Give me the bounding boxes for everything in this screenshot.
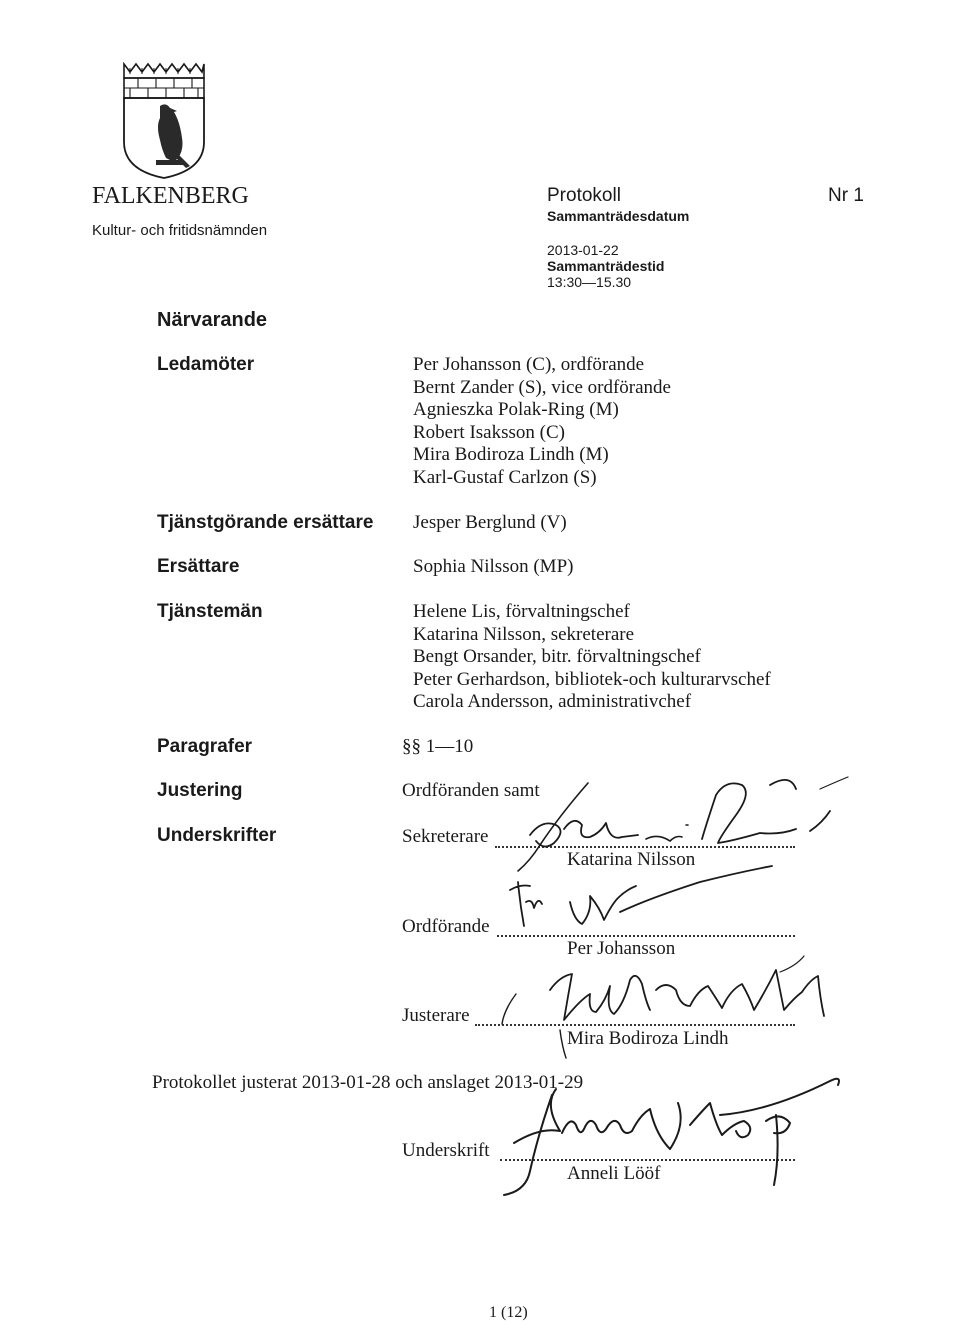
- paragraphs-value: §§ 1—10: [402, 736, 474, 757]
- list-item: Karl-Gustaf Carlzon (S): [413, 466, 597, 488]
- attendance-heading: Närvarande: [157, 309, 268, 331]
- secretary-name: Katarina Nilsson: [567, 849, 696, 870]
- committee-name: Kultur- och fritidsnämnden: [92, 222, 268, 239]
- members-label: Ledamöter: [157, 354, 255, 375]
- paragraphs-label: Paragrafer: [157, 736, 253, 757]
- adjuster-signature: [480, 950, 860, 1060]
- list-item: Jesper Berglund (V): [413, 512, 567, 533]
- officials-label: Tjänstemän: [157, 601, 263, 622]
- members-list: [413, 354, 671, 489]
- list-item: Mira Bodiroza Lindh (M): [413, 444, 609, 465]
- chair-name: Per Johansson: [567, 938, 676, 959]
- substitutes-label: Ersättare: [157, 556, 240, 577]
- serving-substitutes-label: Tjänstgörande ersättare: [157, 512, 374, 533]
- municipality-name: FALKENBERG: [92, 183, 249, 209]
- adjustment-value: Ordföranden samt: [402, 780, 540, 801]
- list-item: Helene Lis, förvaltningschef: [413, 601, 630, 622]
- list-item: Bengt Orsander, bitr. förvaltningschef: [413, 646, 701, 667]
- list-item: Carola Andersson, administrativchef: [413, 691, 692, 712]
- list-item: Bernt Zander (S), vice ordförande: [413, 376, 671, 398]
- meeting-time: 13:30—15.30: [547, 274, 632, 290]
- list-item: Peter Gerhardson, bibliotek-och kulturarvschef: [413, 668, 771, 690]
- adjustment-label: Justering: [157, 780, 243, 801]
- secretary-signature: [470, 775, 850, 875]
- signer-signature: [490, 1075, 850, 1205]
- falcon-crest-icon: [120, 62, 208, 180]
- serving-substitutes-list: [413, 512, 567, 535]
- list-item: Sophia Nilsson (MP): [413, 556, 574, 577]
- meeting-date: 2013-01-22: [547, 242, 619, 258]
- substitutes-list: [413, 556, 573, 579]
- list-item: Katarina Nilsson, sekreterare: [413, 623, 635, 645]
- meeting-date-label: Sammanträdesdatum: [547, 208, 690, 224]
- posting-statement: Protokollet justerat 2013-01-28 och anslaget 2013-01-29: [152, 1072, 584, 1093]
- meeting-time-label: Sammanträdestid: [547, 258, 665, 274]
- adjuster-role: Justerare: [402, 1005, 470, 1026]
- page-number: 1 (12): [489, 1304, 528, 1321]
- signer-role: Underskrift: [402, 1140, 490, 1161]
- doc-number: Nr 1: [828, 185, 864, 206]
- secretary-role: Sekreterare: [402, 826, 489, 847]
- chair-signature: [500, 868, 790, 948]
- signatures-label: Underskrifter: [157, 825, 277, 846]
- list-item: Per Johansson (C), ordförande: [413, 354, 645, 375]
- adjuster-name: Mira Bodiroza Lindh: [567, 1028, 729, 1049]
- officials-list: [413, 601, 771, 714]
- chair-role: Ordförande: [402, 916, 490, 937]
- list-item: Agnieszka Polak-Ring (M): [413, 399, 619, 420]
- list-item: Robert Isaksson (C): [413, 421, 565, 443]
- signer-name: Anneli Lööf: [567, 1163, 661, 1184]
- doc-type: Protokoll: [547, 185, 621, 206]
